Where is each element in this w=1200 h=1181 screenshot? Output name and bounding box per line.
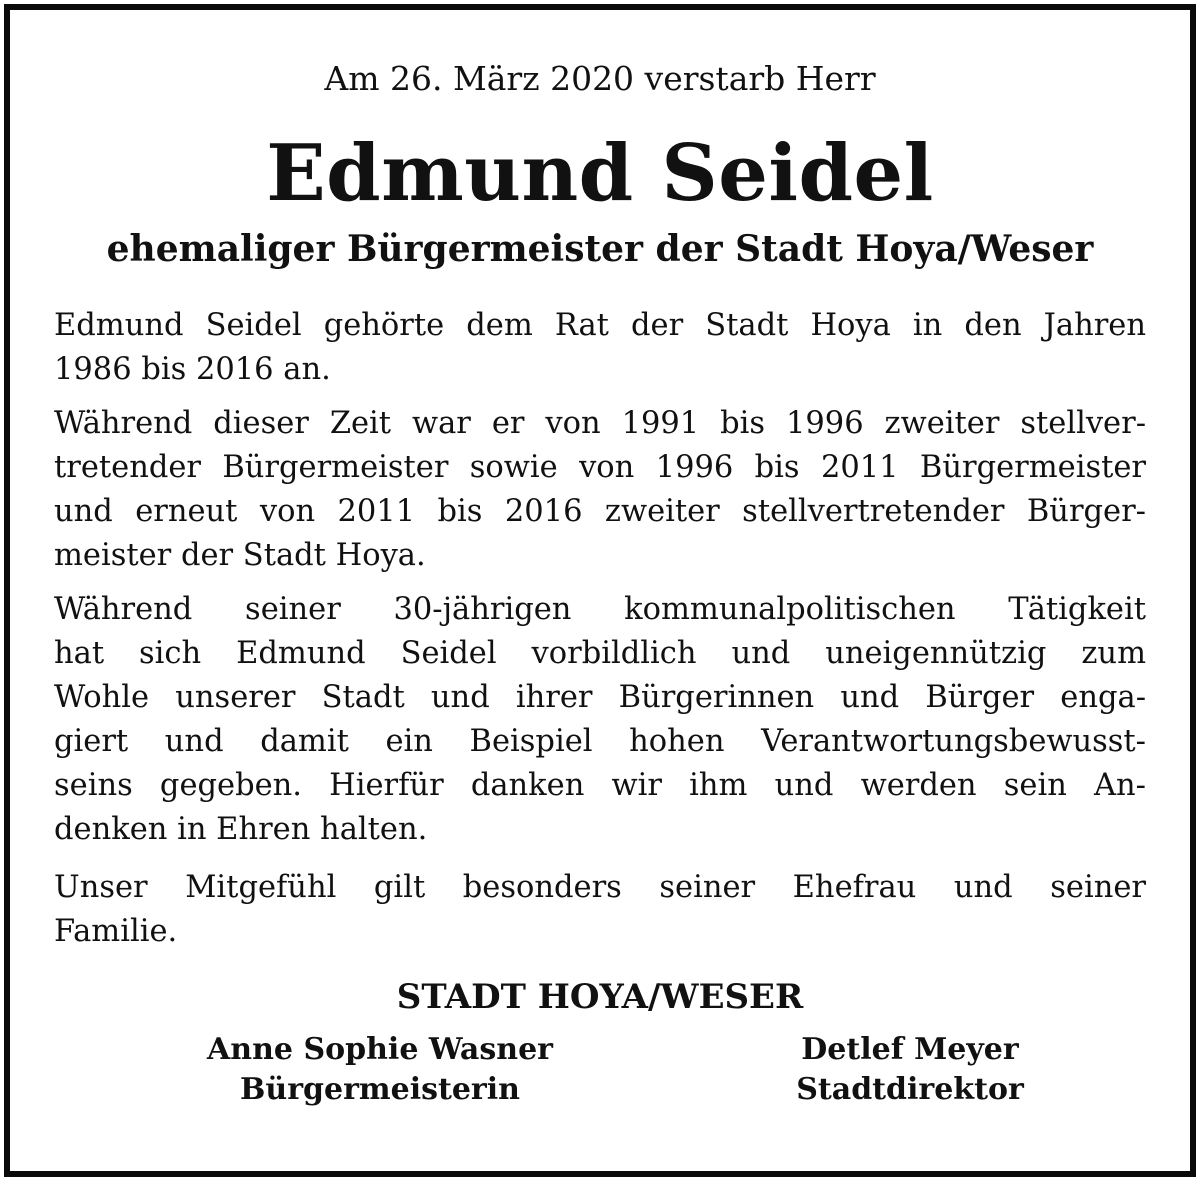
signatory-mayor (180, 1030, 580, 1110)
signatory-title: Bürgermeisterin (240, 1072, 520, 1107)
signatory-name: Anne Sophie Wasner (207, 1032, 553, 1067)
text-line: Unser Mitgefühl gilt besonders seiner Ehefrau und seiner (54, 870, 1146, 905)
signatory-name: Detlef Meyer (801, 1032, 1019, 1067)
text-line: meister der Stadt Hoya. (54, 538, 426, 573)
text-line: Während seiner 30-jährigen kommunalpolitischen Tätigkeit (54, 592, 1146, 627)
text-line: giert und damit ein Beispiel hohen Verantwortungsbewusst- (54, 724, 1146, 759)
text-line: seins gegeben. Hierfür danken wir ihm und werden sein An- (54, 768, 1146, 803)
intro-line: Am 26. März 2020 verstarb Herr (324, 59, 876, 98)
text-line: tretender Bürgermeister sowie von 1996 bis 2011 Bürgermeister (54, 450, 1146, 485)
text-line: Familie. (54, 914, 178, 949)
paragraph-council-membership (54, 304, 1146, 392)
text-line: hat sich Edmund Seidel vorbildlich und uneigennützig zum (54, 636, 1146, 671)
text-line: denken in Ehren halten. (54, 812, 428, 847)
signatory-title: Stadtdirektor (796, 1072, 1024, 1107)
deceased-role: ehemaliger Bürgermeister der Stadt Hoya/Weser (106, 228, 1094, 270)
text-line: und erneut von 2011 bis 2016 zweiter stellvertretender Bürger- (54, 494, 1146, 529)
signatory-town-director (710, 1030, 1110, 1110)
paragraph-tribute (54, 588, 1146, 852)
text-line: Wohle unserer Stadt und ihrer Bürgerinnen und Bürger enga- (54, 680, 1146, 715)
text-line: Während dieser Zeit war er von 1991 bis 1996 zweiter stellver- (54, 406, 1146, 441)
paragraph-offices (54, 402, 1146, 578)
text-line: Edmund Seidel gehörte dem Rat der Stadt Hoya in den Jahren (54, 308, 1146, 343)
text-line: 1986 bis 2016 an. (54, 352, 331, 387)
paragraph-condolence (54, 866, 1146, 954)
deceased-name: Edmund Seidel (266, 128, 934, 219)
organization-name: STADT HOYA/WESER (396, 977, 804, 1017)
